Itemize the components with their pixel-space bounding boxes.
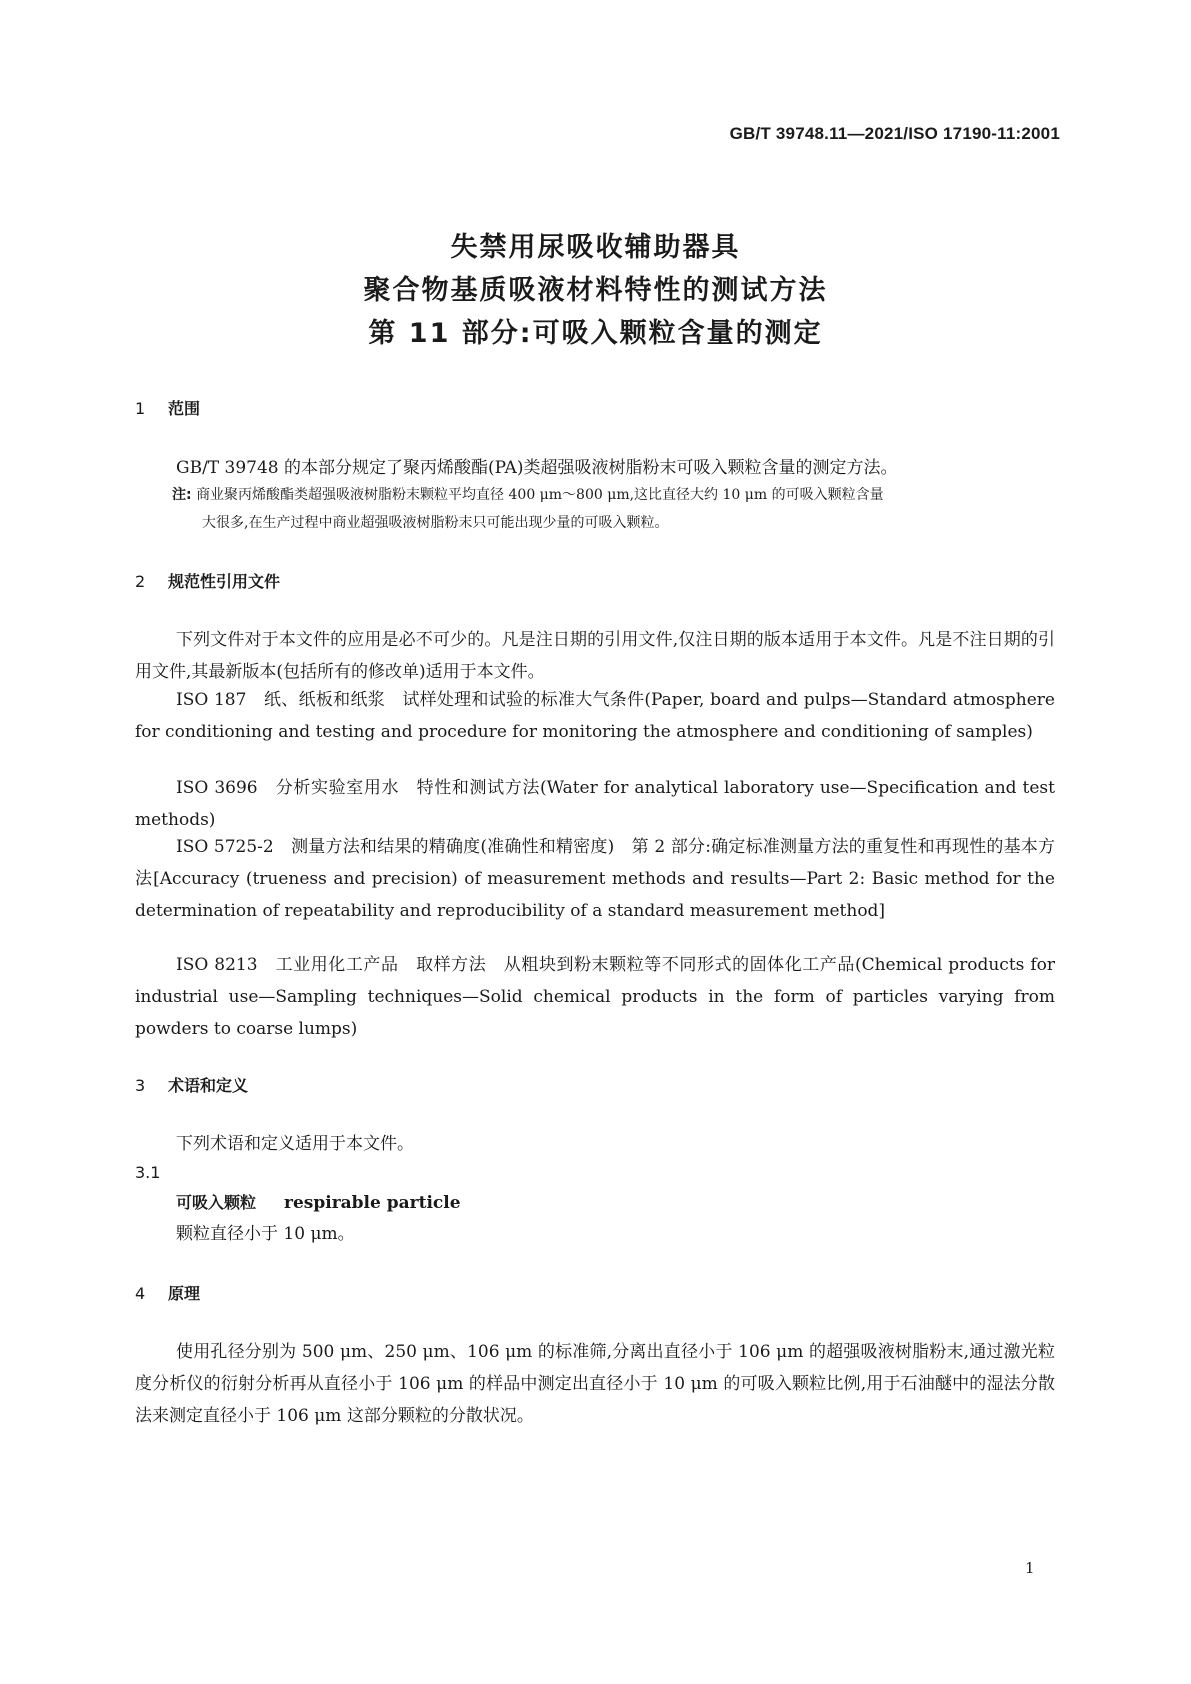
title-line-2: 聚合物基质吸液材料特性的测试方法 bbox=[363, 275, 828, 306]
section-3-title: 术语和定义 bbox=[168, 1076, 249, 1095]
section-1-note bbox=[172, 481, 1055, 537]
section-1-number: 1 bbox=[135, 399, 146, 418]
reference-iso-5725-2: ISO 5725-2 测量方法和结果的精确度(准确性和精密度) 第 2 部分:确定标准测量方法的重复性和再现性的基本方法[Accuracy (trueness and precision) of measurement methods and results—Part 2: Basic method for the determination of repeatability and reproducibility of a standard measurement method] bbox=[135, 837, 1055, 921]
section-3-number: 3 bbox=[135, 1076, 146, 1095]
term-entry bbox=[176, 1190, 461, 1213]
section-4-paragraph: 使用孔径分别为 500 μm、250 μm、106 μm 的标准筛,分离出直径小于 106 μm 的超强吸液树脂粉末,通过激光粒度分析仪的衍射分析再从直径小于 106 μm 的样品中测定出直径小于 10 μm 的可吸入颗粒比例,用于石油醚中的湿法分散法来测定直径小于 106 μm 这部分颗粒的分散状况。 bbox=[135, 1342, 1055, 1426]
document-title bbox=[0, 226, 1191, 355]
term-definition: 颗粒直径小于 10 μm。 bbox=[176, 1224, 355, 1244]
section-4-number: 4 bbox=[135, 1284, 146, 1303]
section-1-paragraph: GB/T 39748 的本部分规定了聚丙烯酸酯(PA)类超强吸液树脂粉末可吸入颗粒含量的测定方法。 bbox=[176, 458, 898, 478]
term-chinese: 可吸入颗粒 bbox=[176, 1193, 257, 1212]
section-4-title: 原理 bbox=[168, 1284, 201, 1303]
section-2-intro: 下列文件对于本文件的应用是必不可少的。凡是注日期的引用文件,仅注日期的版本适用于本文件。凡是不注日期的引用文件,其最新版本(包括所有的修改单)适用于本文件。 bbox=[135, 630, 1055, 682]
page-number: 1 bbox=[1025, 1559, 1035, 1577]
term-number: 3.1 bbox=[135, 1163, 161, 1182]
section-4-heading bbox=[135, 1281, 200, 1304]
note-label: 注: bbox=[172, 487, 192, 503]
section-2-heading bbox=[135, 569, 280, 592]
note-line-2: 大很多,在生产过程中商业超强吸液树脂粉末只可能出现少量的可吸入颗粒。 bbox=[202, 515, 669, 531]
section-1-title: 范围 bbox=[168, 399, 201, 418]
section-2-title: 规范性引用文件 bbox=[168, 572, 281, 591]
standard-code: GB/T 39748.11—2021/ISO 17190-11:2001 bbox=[729, 124, 1060, 143]
reference-iso-187: ISO 187 纸、纸板和纸浆 试样处理和试验的标准大气条件(Paper, board and pulps—Standard atmosphere for conditioning and testing and procedure for monitoring the atmosphere and conditioning of samples) bbox=[135, 690, 1055, 742]
section-1-heading bbox=[135, 396, 200, 419]
section-2-number: 2 bbox=[135, 572, 146, 591]
term-english: respirable particle bbox=[284, 1193, 461, 1213]
section-3-intro: 下列术语和定义适用于本文件。 bbox=[176, 1134, 414, 1154]
title-line-1: 失禁用尿吸收辅助器具 bbox=[450, 232, 741, 263]
title-line-3: 第 11 部分:可吸入颗粒含量的测定 bbox=[368, 318, 823, 349]
reference-iso-3696: ISO 3696 分析实验室用水 特性和测试方法(Water for analytical laboratory use—Specification and test methods) bbox=[135, 778, 1055, 830]
section-3-heading bbox=[135, 1073, 248, 1096]
note-line-1: 商业聚丙烯酸酯类超强吸液树脂粉末颗粒平均直径 400 μm～800 μm,这比直径大约 10 μm 的可吸入颗粒含量 bbox=[196, 487, 884, 503]
reference-iso-8213: ISO 8213 工业用化工产品 取样方法 从粗块到粉末颗粒等不同形式的固体化工产品(Chemical products for industrial use—Sampling techniques—Solid chemical products in the form of particles varying from powders to coarse lumps) bbox=[135, 955, 1055, 1039]
